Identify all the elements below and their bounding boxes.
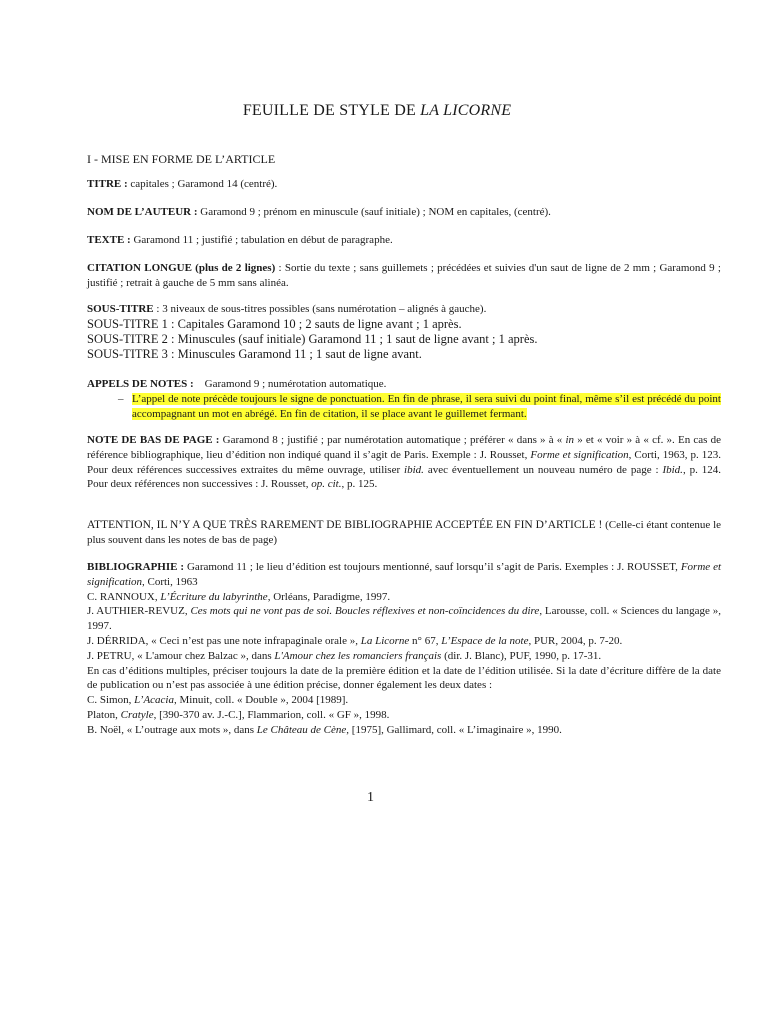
bibliography-entry: C. RANNOUX, L’Écriture du labyrinthe, Orléans, Paradigme, 1997. — [87, 590, 391, 603]
bibliography-entry: Platon, Cratyle, [390-370 av. J.-C.], Flammarion, coll. « GF », 1998. — [87, 708, 390, 721]
appels-label: APPELS DE NOTES : — [87, 378, 194, 390]
sous-titre-paragraph: SOUS-TITRE : 3 niveaux de sous-titres possibles (sans numérotation – alignés à gauche). SOUS-TITRE 1 : Capitales Garamond 10 ; 2 sauts de ligne avant ; 1 après. SOUS-TITRE 2 : Minuscules (sauf initiale) Garamond 11 ; 1 saut de ligne avant ; 1 après. SOUS-TITRE 3 : Minuscules Garamond 11 ; 1 saut de ligne avant. — [87, 302, 721, 362]
texte-paragraph: TEXTE : Garamond 11 ; justifié ; tabulation en début de paragraphe. — [87, 234, 393, 246]
list-item — [87, 392, 721, 422]
bibliography-intro: BIBLIOGRAPHIE : Garamond 11 ; le lieu d’édition est toujours mentionné, sauf lorsqu’il s’agit de Paris. Exemples : J. ROUSSET, Forme et signification, Corti, 1963 — [87, 561, 722, 588]
bibliography-entry: J. PETRU, « L'amour chez Balzac », dans L'Amour chez les romanciers français (dir. J. Blanc), PUF, 1990, p. 17-31. — [87, 649, 602, 662]
titre-paragraph: TITRE : capitales ; Garamond 14 (centré). — [87, 178, 278, 190]
dash-bullet: – — [118, 392, 124, 405]
citation-label: CITATION LONGUE (plus de 2 lignes) — [87, 262, 276, 274]
auteur-paragraph: NOM DE L’AUTEUR : Garamond 9 ; prénom en minuscule (sauf initiale) ; NOM en capitales, (centré). — [87, 206, 551, 218]
bibliography-entry: C. Simon, L’Acacia, Minuit, coll. « Double », 2004 [1989]. — [87, 694, 349, 707]
titre-label: TITRE : — [87, 178, 128, 190]
section-heading: I - MISE EN FORME DE L’ARTICLE — [87, 152, 276, 166]
sous-titre-level-1: SOUS-TITRE 1 : Capitales Garamond 10 ; 2 sauts de ligne avant ; 1 après. — [87, 316, 462, 331]
notes-paragraph: NOTE DE BAS DE PAGE : Garamond 8 ; justifié ; par numérotation automatique ; préférer « dans » à « in » et « voir » à « cf. ». En cas de référence bibliographique, lieu d’édition non indiqué quand il s’agit de Paris. Exemple : J. Rousset, Forme et signification, Corti, 1963, p. 123. Pour deux références successives extraites du même ouvrage, utiliser ibid. avec éventuellement un nouveau numéro de page : Ibid., p. 124. Pour deux références non successives : J. Rousset, op. cit., p. 125. — [87, 434, 722, 491]
attention-heading: ATTENTION, IL N’Y A QUE TRÈS RAREMENT DE BIBLIOGRAPHIE ACCEPTÉE EN FIN D’ARTICLE ! — [87, 519, 603, 531]
page-title: FEUILLE DE STYLE DE LA LICORNE — [242, 102, 512, 119]
sous-titre-label: SOUS-TITRE — [87, 303, 154, 315]
highlighted-note-rule: L’appel de note précède toujours le signe de ponctuation. En fin de phrase, il sera suivi du point final, même s’il est précédé du point accompagnant un mot en abrégé. En fin de citation, il se place avant le guillemet fermant. — [132, 392, 721, 420]
bibliography-entry: J. AUTHIER-REVUZ, Ces mots qui ne vont pas de soi. Boucles réflexives et non-coïncidences du dire, Larousse, coll. « Sciences du langage », 1997. — [87, 605, 722, 633]
bibliography-section — [87, 560, 721, 738]
auteur-label: NOM DE L’AUTEUR : — [87, 206, 198, 218]
bibliography-entry: B. Noël, « L’outrage aux mots », dans Le Château de Cène, [1975], Gallimard, coll. « L’imaginaire », 1990. — [87, 723, 562, 736]
title-italic: LA LICORNE — [420, 102, 512, 119]
notes-label: NOTE DE BAS DE PAGE : — [87, 434, 220, 446]
multiple-editions-note: En cas d’éditions multiples, préciser toujours la date de la première édition et la date de l’édition utilisée. Si la date d’écriture diffère de la date de publication ou n’est pas associée à une édition précise, donner également les deux dates : — [87, 664, 721, 692]
attention-paragraph: ATTENTION, IL N’Y A QUE TRÈS RAREMENT DE BIBLIOGRAPHIE ACCEPTÉE EN FIN D’ARTICLE ! (Celle-ci étant contenue le plus souvent dans les notes de bas de page) — [87, 519, 722, 546]
sous-titre-level-2: SOUS-TITRE 2 : Minuscules (sauf initiale) Garamond 11 ; 1 saut de ligne avant ; 1 après. — [87, 331, 538, 346]
bibliography-label: BIBLIOGRAPHIE : — [87, 561, 185, 573]
page-number: 1 — [367, 790, 374, 805]
sous-titre-level-3: SOUS-TITRE 3 : Minuscules Garamond 11 ; 1 saut de ligne avant. — [87, 346, 422, 361]
bibliography-entry: J. DÉRRIDA, « Ceci n’est pas une note infrapaginale orale », La Licorne n° 67, L’Espace de la note, PUR, 2004, p. 7-20. — [87, 634, 623, 647]
appels-paragraph: APPELS DE NOTES : Garamond 9 ; numérotation automatique. – L’appel de note précède toujours le signe de ponctuation. En fin de phrase, il sera suivi du point final, même s’il est précédé du point accompagnant un mot en abrégé. En fin de citation, il se place avant le guillemet fermant. — [87, 378, 721, 420]
texte-label: TEXTE : — [87, 234, 131, 246]
citation-paragraph: CITATION LONGUE (plus de 2 lignes) : Sortie du texte ; sans guillemets ; précédées et suivies d'un saut de ligne de 2 mm ; Garamond 9 ; justifié ; retrait à gauche de 5 mm sans alinéa. — [87, 262, 721, 289]
